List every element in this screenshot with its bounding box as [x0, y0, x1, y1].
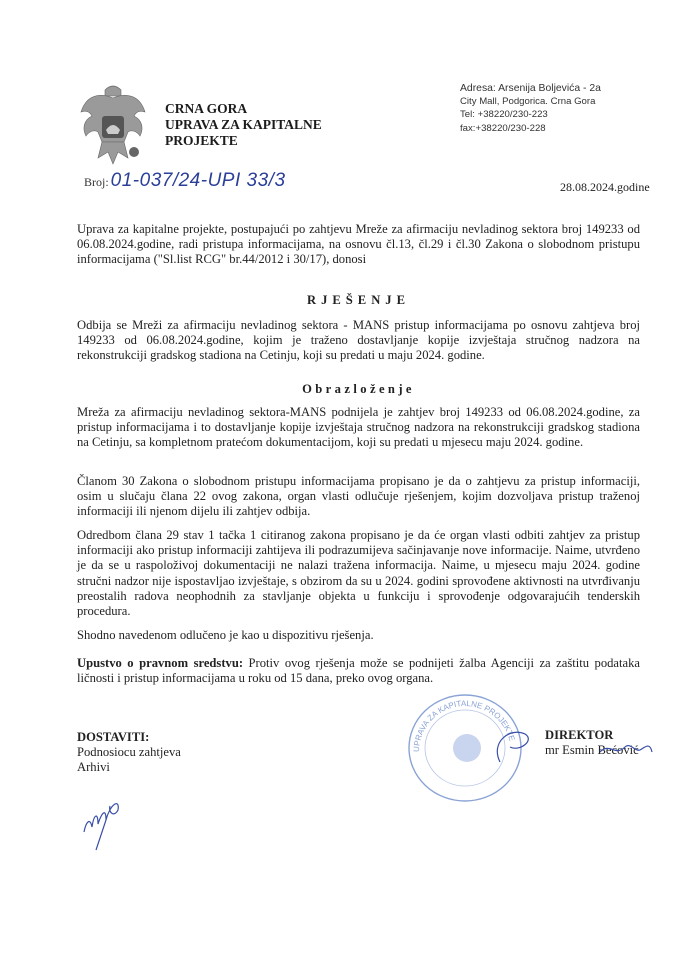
- delivery-title: DOSTAVITI:: [77, 730, 150, 744]
- address-line: Tel: +38220/230-223: [460, 109, 548, 121]
- reasoning-paragraph: Članom 30 Zakona o slobodnom pristupu informacijama propisano je da o zahtjevu za pristup informaciji, osim u slučaju člana 22 ovog zakona, organ vlasti odlučuje rješenjem, kojim dozvoljava pristup traženoj informaciji ili njenom dijelu ili zahtjev odbija.: [77, 474, 640, 519]
- organization-name: [165, 101, 322, 149]
- org-line: CRNA GORA: [165, 101, 248, 116]
- signatory-title: DIREKTOR: [545, 728, 614, 742]
- broj-label: Broj:: [84, 175, 109, 189]
- handwritten-broj-value: 01-037/24-UPI 33/3: [110, 170, 286, 191]
- reasoning-paragraph: Shodno navedenom odlučeno je kao u dispozitivu rješenja.: [77, 628, 374, 642]
- svg-text:UPRAVA ZA KAPITALNE PROJEKTE: UPRAVA ZA KAPITALNE PROJEKTE: [411, 698, 517, 753]
- initials-signature: [80, 792, 140, 852]
- legal-remedy-paragraph: [77, 656, 640, 686]
- reasoning-paragraph: Mreža za afirmaciju nevladinog sektora-MANS podnijela je zahtjev broj 149233 od 06.08.2024.godine, za pristup informacijama i to dostavljanje kopije izvještaja stručnog nadzora na rekonstrukciji gradskog stadiona na Cetinju, sa kompletnom pratećom dokumentacijom, koji su predati u mjesecu maju 2024. godine.: [77, 405, 640, 450]
- delivery-recipient: Podnosiocu zahtjeva: [77, 745, 181, 759]
- address-line: fax:+38220/230-228: [460, 122, 546, 134]
- delivery-block: [77, 730, 181, 775]
- address-line: Adresa: Arsenija Boljevića - 2a: [460, 83, 601, 94]
- legal-remedy-text: Protiv ovog rješenja može se podnijeti žalba Agenciji za zaštitu podataka ličnosti i pristup informacijama u roku od 15 dana, preko ovog organa.: [77, 656, 640, 686]
- reasoning-paragraph: Odredbom člana 29 stav 1 tačka 1 citiranog zakona propisano je da će organ vlasti odbiti zahtjev za pristup informaciji ako pristup informaciji zahtijeva ili podrazumijeva sačinjavanje nove informacije. Naime, utvrđeno je da se u raspoloživoj dokumentaciji ne nalazi tražena informacija. Naime, u mjesecu maju 2024. godine stručni nadzor nije ispostavljao izvještaje, s obzirom da su u 2024. godini sprovođene aktivnosti na utvrđivanju preostalih radova neophodnih za stavljanje objekta u funkciju i sprovođenje odgovarajućih tenderskih procedura.: [77, 528, 640, 619]
- org-line: PROJEKTE: [165, 133, 238, 148]
- decision-title: RJEŠENJE: [307, 293, 410, 307]
- decision-paragraph: Odbija se Mreži za afirmaciju nevladinog sektora - MANS pristup informacijama po osnovu zahtjeva broj 149233 od 06.08.2024.godine, kojim je traženo dostavljanje kopije izvještaja stručnog nadzora na rekonstrukciji gradskog stadiona na Cetinju, koji su predati u maju 2024. godine.: [77, 318, 640, 363]
- director-signature: [480, 722, 660, 772]
- org-line: UPRAVA ZA KAPITALNE: [165, 117, 322, 132]
- address-block: [460, 82, 601, 135]
- reasoning-title: Obrazloženje: [302, 382, 415, 396]
- intro-paragraph: Uprava za kapitalne projekte, postupajući po zahtjevu Mreže za afirmaciju nevladinog sektora broj 149233 od 06.08.2024.godine, radi pristupa informacijama, na osnovu čl.13, čl.29 i čl.30 Zakona o slobodnom pristupu informacijama ("Sl.list RCG" br.44/2012 i 30/17), donosi: [77, 222, 640, 267]
- delivery-recipient: Arhivi: [77, 760, 110, 774]
- legal-remedy-label: Upustvo o pravnom sredstvu:: [77, 656, 244, 670]
- coat-of-arms-logo: [78, 82, 148, 170]
- document-date: 28.08.2024.godine: [560, 180, 650, 194]
- address-line: City Mall, Podgorica. Crna Gora: [460, 96, 596, 108]
- reference-number: [84, 170, 286, 192]
- signatory-name: mr Esmin Bećović: [545, 743, 639, 757]
